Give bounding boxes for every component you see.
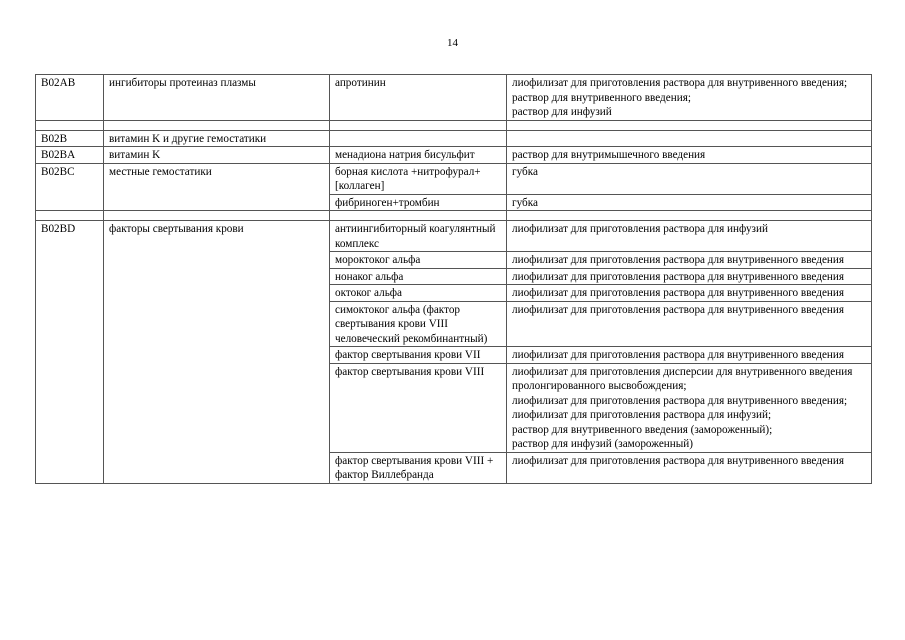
table-spacer bbox=[36, 120, 872, 130]
dosage-form: лиофилизат для приготовления раствора для внутривенного введения; bbox=[512, 394, 848, 407]
atc-group: витамин K и другие гемостатики bbox=[104, 130, 330, 147]
dosage-forms bbox=[507, 75, 872, 121]
dosage-forms: лиофилизат для приготовления раствора для внутривенного введения bbox=[507, 252, 872, 269]
dosage-forms: раствор для внутримышечного введения bbox=[507, 147, 872, 164]
table-row bbox=[36, 163, 872, 194]
table-row bbox=[36, 75, 872, 121]
atc-group: витамин K bbox=[104, 147, 330, 164]
dosage-form: раствор для внутривенного введения; bbox=[512, 91, 691, 104]
atc-code: B02BA bbox=[36, 147, 104, 164]
table-row bbox=[36, 147, 872, 164]
dosage-forms: лиофилизат для приготовления раствора для внутривенного введения bbox=[507, 285, 872, 302]
atc-group: ингибиторы протеиназ плазмы bbox=[104, 75, 330, 121]
drug-name: фибриноген+тромбин bbox=[330, 194, 507, 211]
drug-name: антиингибиторный коагулянтный комплекс bbox=[330, 221, 507, 252]
dosage-forms: лиофилизат для приготовления раствора для внутривенного введения bbox=[507, 268, 872, 285]
drug-name: нонаког альфа bbox=[330, 268, 507, 285]
table-row bbox=[36, 221, 872, 252]
dosage-forms: лиофилизат для приготовления раствора для внутривенного введения bbox=[507, 347, 872, 364]
drug-name: борная кислота +нитрофурал+[коллаген] bbox=[330, 163, 507, 194]
dosage-form: лиофилизат для приготовления раствора для инфузий; bbox=[512, 409, 772, 421]
table-spacer bbox=[36, 211, 872, 221]
drug-name: фактор свертывания крови VIII + фактор Виллебранда bbox=[330, 452, 507, 483]
atc-code: B02BD bbox=[36, 221, 104, 484]
drug-name: симоктоког альфа (фактор свертывания крови VIII человеческий рекомбинантный) bbox=[330, 301, 507, 347]
dosage-forms: лиофилизат для приготовления раствора для внутривенного введения bbox=[507, 301, 872, 347]
page-number: 14 bbox=[447, 37, 458, 49]
dosage-form: лиофилизат для приготовления раствора для внутривенного введения; bbox=[512, 77, 848, 89]
atc-group: факторы свертывания крови bbox=[104, 221, 330, 484]
atc-group: местные гемостатики bbox=[104, 163, 330, 211]
atc-code: B02AB bbox=[36, 75, 104, 121]
atc-code: B02B bbox=[36, 130, 104, 147]
dosage-form: раствор для инфузий (замороженный) bbox=[512, 438, 693, 450]
dosage-forms: лиофилизат для приготовления раствора для внутривенного введения bbox=[507, 452, 872, 483]
drug-table bbox=[35, 74, 872, 484]
dosage-forms: губка bbox=[507, 163, 872, 194]
drug-name: мороктоког альфа bbox=[330, 252, 507, 269]
drug-name: октоког альфа bbox=[330, 285, 507, 302]
dosage-form: лиофилизат для приготовления дисперсии для внутривенного введения пролонгированного высвобождения; bbox=[512, 365, 853, 392]
drug-name: апротинин bbox=[330, 75, 507, 121]
dosage-forms: губка bbox=[507, 194, 872, 211]
table-row bbox=[36, 130, 872, 147]
dosage-forms bbox=[507, 130, 872, 147]
drug-name: фактор свертывания крови VIII bbox=[330, 363, 507, 452]
drug-name bbox=[330, 130, 507, 147]
drug-name: фактор свертывания крови VII bbox=[330, 347, 507, 364]
dosage-forms: лиофилизат для приготовления раствора для инфузий bbox=[507, 221, 872, 252]
atc-code: B02BC bbox=[36, 163, 104, 211]
dosage-form: раствор для инфузий bbox=[512, 106, 612, 118]
dosage-form: раствор для внутривенного введения (замороженный); bbox=[512, 423, 773, 436]
drug-name: менадиона натрия бисульфит bbox=[330, 147, 507, 164]
dosage-forms bbox=[507, 363, 872, 452]
